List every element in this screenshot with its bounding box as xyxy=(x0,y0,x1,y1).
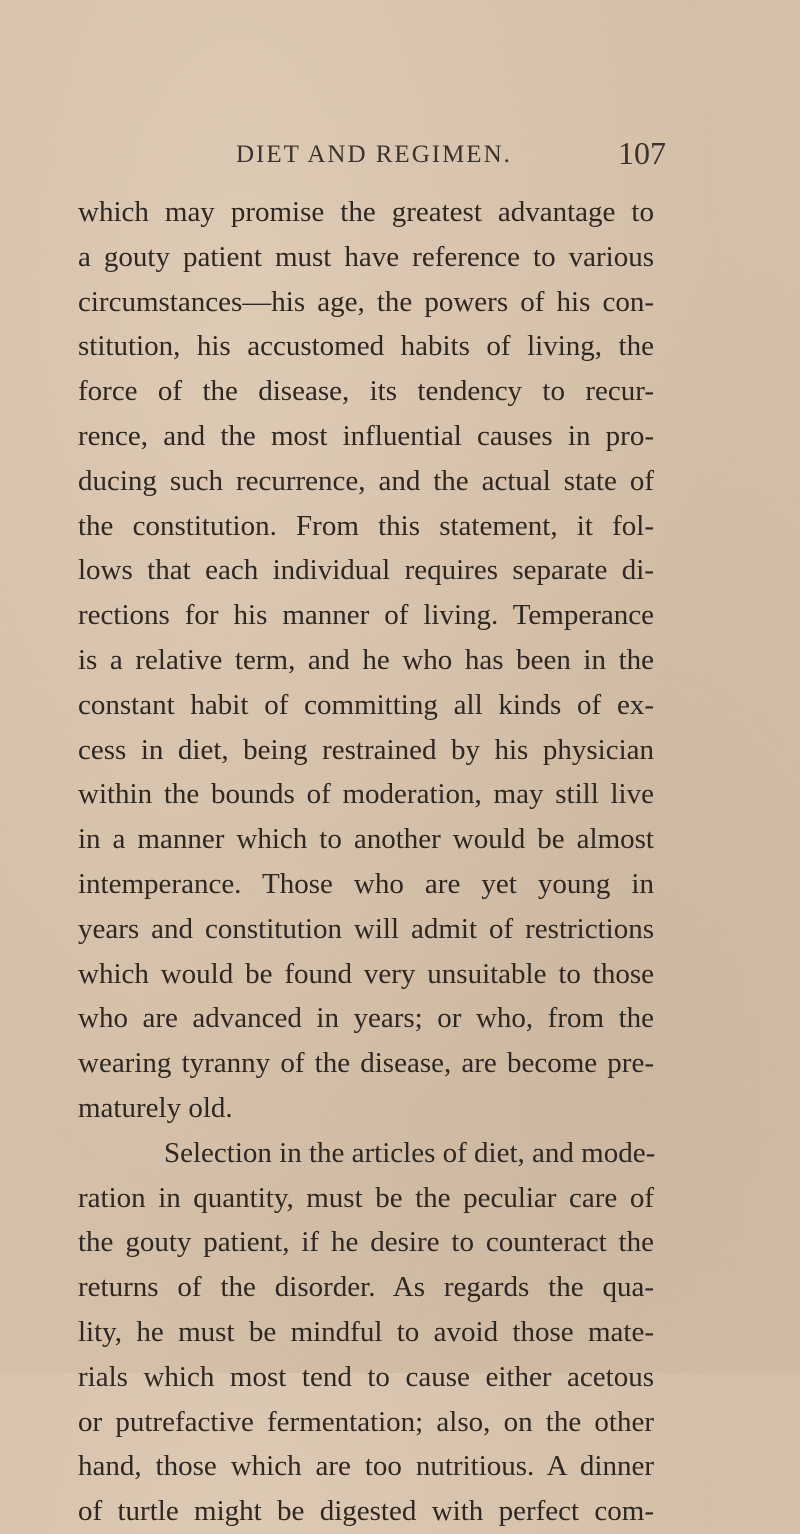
text-line: hand, those which are too nutritious. A dinner xyxy=(78,1450,654,1483)
text-line: intemperance. Those who are yet young in xyxy=(78,867,654,900)
text-line: lows that each individual requires separate di- xyxy=(78,554,654,587)
text-line: ducing such recurrence, and the actual state of xyxy=(78,464,654,497)
text-line: is a relative term, and he who has been in the xyxy=(78,643,654,676)
text-line: rials which most tend to cause either acetous xyxy=(78,1360,654,1393)
text-line: returns of the disorder. As regards the qua- xyxy=(78,1271,654,1304)
text-line: which may promise the greatest advantage to xyxy=(78,196,654,228)
text-line: a gouty patient must have reference to various xyxy=(78,240,654,273)
text-line: stitution, his accustomed habits of living, the xyxy=(78,330,654,363)
text-line: ration in quantity, must be the peculiar care of xyxy=(78,1181,654,1214)
text-line: or putrefactive fermentation; also, on the other xyxy=(78,1405,654,1438)
text-line: constant habit of committing all kinds of ex- xyxy=(78,688,654,721)
text-line: force of the disease, its tendency to recur- xyxy=(78,375,654,408)
running-title: DIET AND REGIMEN. xyxy=(236,141,512,168)
text-line: circumstances—his age, the powers of his con- xyxy=(78,285,654,318)
text-line: of turtle might be digested with perfect com- xyxy=(78,1495,654,1528)
text-line: wearing tyranny of the disease, are become pre- xyxy=(78,1047,654,1080)
paragraph-end-line: maturely old. xyxy=(78,1091,233,1124)
text-line: who are advanced in years; or who, from the xyxy=(78,1002,654,1035)
text-line: the constitution. From this statement, it fol- xyxy=(78,509,654,542)
paragraph-start-line: Selection in the articles of diet, and mode- xyxy=(164,1136,656,1169)
text-line: rections for his manner of living. Temperance xyxy=(78,599,654,632)
text-line: which would be found very unsuitable to those xyxy=(78,957,654,990)
text-line: years and constitution will admit of restrictions xyxy=(78,912,654,945)
body-text xyxy=(78,190,654,1534)
text-line: the gouty patient, if he desire to counteract the xyxy=(78,1226,654,1259)
running-head xyxy=(0,135,800,175)
text-line: rence, and the most influential causes in pro- xyxy=(78,419,654,452)
text-line: lity, he must be mindful to avoid those mate- xyxy=(78,1315,654,1348)
text-line: within the bounds of moderation, may still live xyxy=(78,778,654,811)
text-line: in a manner which to another would be almost xyxy=(78,823,654,856)
text-line: cess in diet, being restrained by his physician xyxy=(78,733,654,766)
page-number: 107 xyxy=(618,135,666,171)
